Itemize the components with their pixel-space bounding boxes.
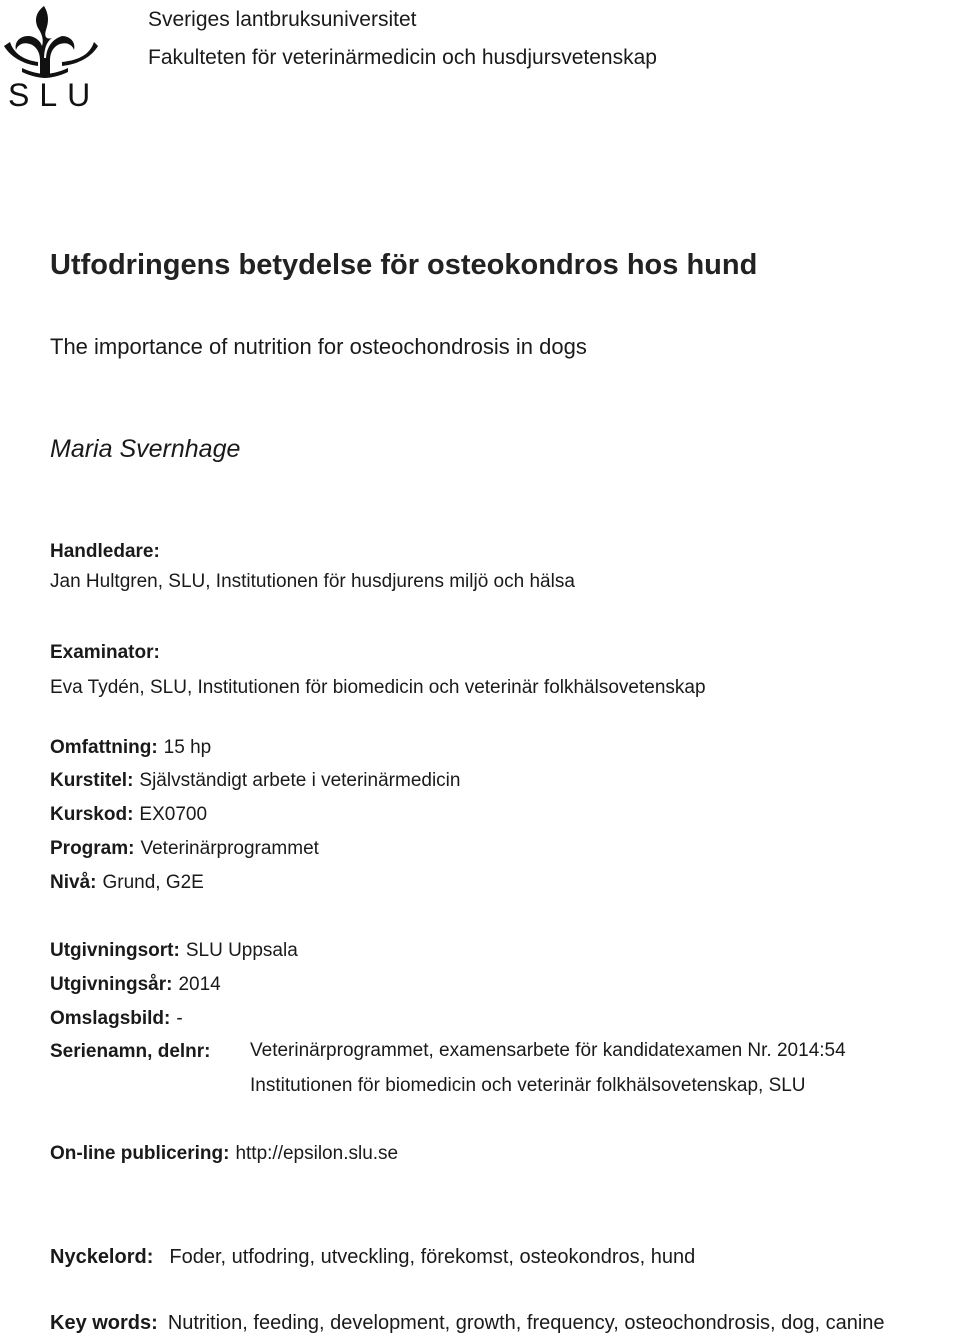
author-name: Maria Svernhage [50, 435, 241, 463]
supervisor-label: Handledare: [50, 541, 160, 562]
online-link[interactable]: http://epsilon.slu.se [235, 1143, 399, 1164]
slu-logo [0, 2, 104, 110]
cover-image: Omslagsbild: - [50, 1008, 183, 1029]
thesis-subtitle: The importance of nutrition for osteochondrosis in dogs [50, 334, 587, 359]
course-title: Kurstitel: Självständigt arbete i veterinärmedicin [50, 770, 461, 791]
publication-place: Utgivningsort: SLU Uppsala [50, 940, 298, 961]
course-extent: Omfattning: 15 hp [50, 737, 212, 758]
slu-logo-text: SLU [8, 77, 101, 110]
thesis-title: Utfodringens betydelse för osteokondros hos hund [50, 249, 758, 281]
online-publication: On-line publicering: http://epsilon.slu.se [50, 1143, 399, 1164]
examiner-label: Examinator: [50, 642, 160, 663]
course-level: Nivå: Grund, G2E [50, 872, 204, 893]
slu-emblem-icon [0, 2, 104, 110]
university-name: Sveriges lantbruksuniversitet [148, 8, 417, 31]
series-line-2: Institutionen för biomedicin och veterinär folkhälsovetenskap, SLU [250, 1075, 806, 1096]
series-label: Serienamn, delnr: [50, 1041, 211, 1062]
publication-year: Utgivningsår: 2014 [50, 974, 221, 995]
examiner-value: Eva Tydén, SLU, Institutionen för biomedicin och veterinär folkhälsovetenskap [50, 677, 706, 698]
series-line-1: Veterinärprogrammet, examensarbete för kandidatexamen Nr. 2014:54 [250, 1040, 846, 1061]
course-program: Program: Veterinärprogrammet [50, 838, 319, 859]
keywords-english: Key words: Nutrition, feeding, development, growth, frequency, osteochondrosis, dog, canine [50, 1312, 885, 1334]
keywords-swedish: Nyckelord: Foder, utfodring, utveckling, förekomst, osteokondros, hund [50, 1246, 696, 1268]
faculty-name: Fakulteten för veterinärmedicin och husdjursvetenskap [148, 46, 657, 69]
course-code: Kurskod: EX0700 [50, 804, 208, 825]
supervisor-value: Jan Hultgren, SLU, Institutionen för husdjurens miljö och hälsa [50, 571, 575, 592]
